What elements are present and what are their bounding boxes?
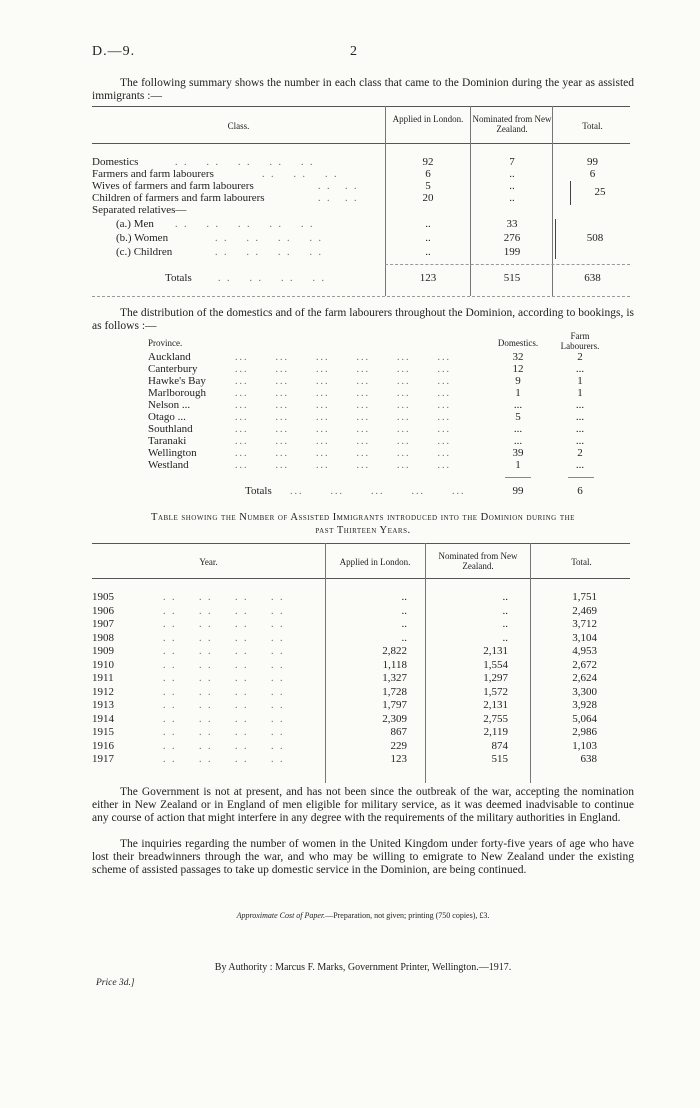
nz-cell: .. [502,631,508,644]
total-cell: 3,300 [572,685,597,698]
total-cell: 2,469 [572,604,597,617]
london-cell: .. [401,631,407,644]
year-cell: 1908 [92,631,114,644]
london-cell: 1,797 [382,699,407,711]
province-name: Auckland [148,351,191,363]
london-cell: .. [401,618,407,630]
totals-total: 638 [584,272,601,284]
year-cell: 1914 [92,712,114,725]
province-name: Southland [148,423,193,435]
total-cell: 1,751 [572,591,597,603]
nz-cell: 2,131 [483,645,508,657]
london-cell: 867 [390,726,407,738]
class-london-value: .. [425,232,431,244]
header-province: Province. [148,338,183,348]
nz-cell: 874 [491,739,508,752]
province-farm: ... [575,363,585,375]
year-cell: 1905 [92,591,114,603]
class-nz-value: .. [509,180,515,192]
province-name: Taranaki [148,435,187,447]
header-total: Total. [582,121,603,131]
totals-london: 123 [419,272,437,284]
total-cell: 3,104 [572,631,597,644]
province-domestics: 12 [512,363,524,375]
london-cell: 2,309 [382,712,407,725]
year-cell: 1910 [92,658,114,671]
nz-cell: 2,119 [483,726,508,738]
london-cell: 1,728 [382,685,407,698]
province-domestics: ... [513,399,523,411]
total-cell: 4,953 [572,645,597,657]
province-domestics: 9 [515,375,521,387]
province-name: Marlborough [148,387,207,399]
printer-authority: By Authority : Marcus F. Marks, Government Printer, Wellington.—1917. [214,962,512,973]
year-cell: 1915 [92,726,114,738]
distribution-totals-farm: 6 [577,485,583,497]
nz-cell: .. [502,591,508,603]
distribution-totals-domestics: 99 [512,485,524,497]
class-label: Farmers and farm labourers [92,168,214,180]
total-cell: 3,928 [572,699,597,711]
class-nz-value: 7 [509,156,515,168]
nz-cell: .. [502,604,508,617]
year-cell: 1916 [92,739,114,752]
class-nz-value: .. [509,192,515,204]
class-label: (c.) Children [116,246,173,258]
province-farm: 1 [577,375,583,387]
total-cell: 2,986 [572,726,597,738]
class-label: Domestics [92,156,139,168]
header-applied-london: Applied in London. [339,557,411,567]
province-farm: ... [575,459,585,471]
london-cell: 123 [390,753,407,765]
year-cell: 1912 [92,685,114,698]
government-paragraph: The Government is not at present, and has not been since the outbreak of the war, accepting the nomination either in New Zealand or in England of men eligible for military service, as it was deemed inadvisable to continue any course of action that might interfere in any degree with the requirements of the military authorities in England. [92,786,634,824]
price: Price 3d.] [96,978,135,988]
nz-cell: .. [502,618,508,630]
london-cell: .. [401,604,407,617]
class-nz-value: .. [509,168,515,180]
province-name: Wellington [148,447,197,459]
class-nz-value: 276 [503,232,521,244]
province-domestics: 5 [515,411,521,423]
province-domestics: 39 [512,447,524,459]
province-farm: 1 [577,387,583,399]
class-london-value: .. [425,218,431,230]
nz-cell: 2,755 [483,712,508,725]
class-london-value: 92 [422,156,434,168]
nz-cell: 2,131 [483,699,508,711]
cost-text: —Preparation, not given; printing (750 copies), £3. [325,911,490,920]
province-domestics: 1 [515,387,521,399]
class-london-value: 6 [425,168,431,180]
total-cell: 5,064 [572,712,597,725]
province-domestics: 32 [512,351,524,363]
class-total-value: 99 [587,156,598,168]
total-cell: 638 [580,753,597,765]
class-label: (a.) Men [116,218,154,230]
header-farm-labourers: Farm Labourers. [560,331,600,351]
cost-note [92,911,634,920]
province-domestics: ... [513,423,523,435]
year-cell: 1913 [92,699,114,711]
class-label: (b.) Women [116,232,169,244]
distribution-totals-label: Totals [245,485,272,497]
header-class: Class. [227,121,250,131]
header-total: Total. [571,557,592,567]
page-number: 2 [350,44,357,59]
year-cell: 1906 [92,604,114,617]
class-london-value: 5 [425,180,431,192]
province-name: Westland [148,459,189,471]
class-label: Children of farmers and farm labourers [92,192,265,204]
class-nz-value: 199 [503,246,521,258]
intro-paragraph: The following summary shows the number in each class that came to the Dominion during the year as assisted immigrants :— [92,77,634,102]
province-farm: ... [575,411,585,423]
years-table-title: Table showing the Number of Assisted Immigrants introduced into the Dominion during the [151,512,575,523]
header-year: Year. [199,557,218,567]
year-cell: 1917 [92,753,114,765]
london-cell: 1,118 [382,658,407,671]
totals-label: Totals [165,272,192,284]
year-cell: 1909 [92,645,114,657]
nz-cell: 1,572 [483,685,508,698]
nz-cell: 515 [491,753,508,765]
class-nz-value: 33 [506,218,518,230]
london-cell: .. [401,591,407,603]
class-label: Wives of farmers and farm labourers [92,180,254,192]
cost-label: Approximate Cost of Paper. [236,911,326,920]
total-cell: 3,712 [572,618,597,630]
header-applied-london: Applied in London. [392,114,464,124]
inquiries-paragraph: The inquiries regarding the number of women in the United Kingdom under forty-five years of age who have lost their breadwinners through the war, and who may be willing to emigrate to New Zealand under the existing scheme of assisted passages to take up domestic service in the Dominion, are being continued. [92,838,634,876]
province-farm: ... [575,435,585,447]
total-cell: 1,103 [572,739,597,752]
province-name: Hawke's Bay [148,375,206,387]
brace-total-wives-children: 25 [594,186,606,198]
total-cell: 2,624 [572,672,597,684]
header-domestics: Domestics. [497,338,539,348]
province-name: Canterbury [148,363,198,375]
header-nominated-nz: Nominated from New Zealand. [438,551,518,571]
london-cell: 1,327 [382,672,407,684]
years-table-title-line2: past Thirteen Years. [315,525,411,536]
year-cell: 1907 [92,618,114,630]
class-london-value: .. [425,246,431,258]
distribution-paragraph: The distribution of the domestics and of the farm labourers throughout the Dominion, according to bookings, is as follows :— [92,307,634,332]
province-farm: 2 [577,447,583,459]
document-reference: D.—9. [92,44,136,59]
province-farm: ... [575,423,585,435]
london-cell: 2,822 [382,645,407,657]
totals-nz: 515 [503,272,521,284]
province-name: Nelson ... [148,399,191,411]
brace-total-relatives: 508 [586,232,604,244]
total-cell: 2,672 [572,658,597,671]
nz-cell: 1,554 [483,658,508,671]
class-label: Separated relatives— [92,204,187,216]
province-name: Otago ... [148,411,186,423]
province-farm: ... [575,399,585,411]
province-domestics: ... [513,435,523,447]
header-nominated-nz: Nominated from New Zealand. [472,114,552,134]
province-farm: 2 [577,351,583,363]
class-london-value: 20 [422,192,434,204]
class-total-value: 6 [589,168,596,180]
province-domestics: 1 [515,459,521,471]
london-cell: 229 [390,739,407,752]
year-cell: 1911 [92,672,114,684]
nz-cell: 1,297 [483,672,508,684]
